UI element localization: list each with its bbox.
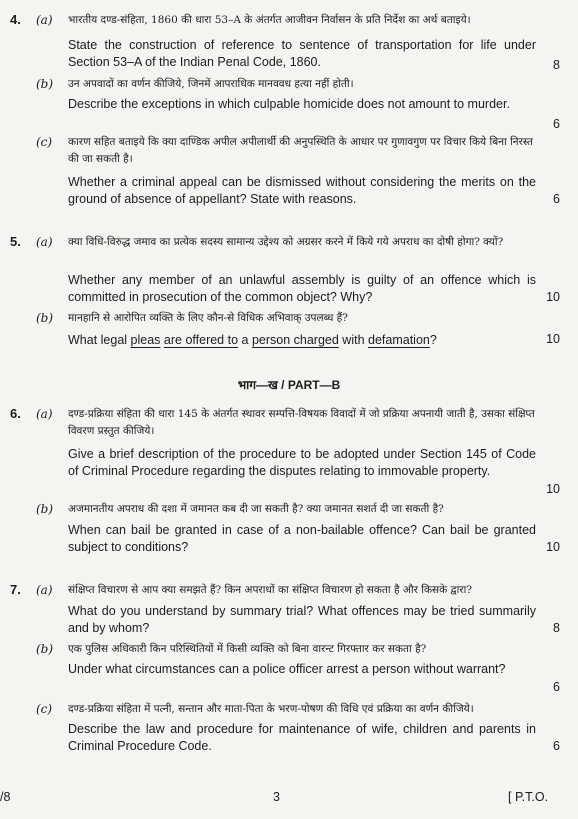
question-english: Give a brief description of the procedure to be adopted under Section 145 of Code of Criminal Procedure regarding the disputes relating to immovable property. (68, 447, 536, 478)
underlined-text: are offered to (163, 333, 239, 347)
part-heading: भाग—ख / PART—B (237, 378, 341, 392)
marks: 6 (553, 192, 560, 206)
marks: 10 (546, 332, 560, 346)
text-run: a (238, 333, 252, 347)
text-run: with (338, 333, 369, 347)
question-english (68, 332, 536, 349)
pto-label: [ P.T.O. (508, 790, 549, 804)
part-label: (a) (36, 407, 53, 421)
part-label: (b) (36, 311, 54, 325)
marks: 10 (546, 482, 560, 496)
question-number: 6. (10, 406, 21, 421)
text-run: What legal (68, 333, 131, 347)
question-english: State the construction of reference to sentence of transportation for life under Section 53–A of the Indian Penal Code, 1860. (68, 38, 536, 69)
marks: 8 (553, 621, 560, 635)
question-english: Describe the exceptions in which culpable homicide does not amount to murder. (68, 97, 510, 111)
part-label: (a) (36, 583, 53, 597)
question-english: Under what circumstances can a police officer arrest a person without warrant? (68, 662, 506, 676)
part-label: (b) (36, 77, 54, 91)
question-number: 5. (10, 234, 21, 249)
question-number: 4. (10, 12, 21, 27)
question-hindi: मानहानि से आरोपित व्यक्ति के लिए कौन-से विधिक अभिवाक् उपलब्ध हैं? (68, 312, 348, 324)
question-hindi: कारण सहित बताइये कि क्या दाण्डिक अपील अपीलार्थी की अनुपस्थिति के आधार पर गुणावगुण पर विचार किये बिना निरस्त की जा सकती है। (68, 136, 533, 165)
underlined-text: pleas (130, 333, 161, 347)
question-hindi: संक्षिप्त विचारण से आप क्या समझते हैं? किन अपराधों का संक्षिप्त विचारण हो सकता है और किसके द्वारा? (68, 584, 472, 596)
question-english: When can bail be granted in case of a non-bailable offence? Can bail be granted subject to conditions? (68, 523, 536, 554)
marks: 10 (546, 290, 560, 304)
question-hindi: दण्ड-प्रक्रिया संहिता की धारा 145 के अंतर्गत स्थावर सम्पत्ति-विषयक विवादों में जो प्रक्रिया अपनायी जाती है, उसका संक्षिप्त विवरण प्रस्तुत कीजिये। (68, 408, 535, 437)
marks: 8 (553, 58, 560, 72)
underlined-text: defamation (368, 333, 430, 347)
part-label: (b) (36, 642, 54, 656)
part-label: (c) (36, 702, 53, 716)
question-hindi: एक पुलिस अधिकारी किन परिस्थितियों में किसी व्यक्ति को बिना वारन्ट गिरफ्तार कर सकता है? (68, 643, 427, 655)
question-hindi: क्या विधि-विरुद्ध जमाव का प्रत्येक सदस्य सामान्य उद्देश्य को अग्रसर करने में किये गये अपराध का दोषी होगा? क्यों? (68, 236, 504, 248)
question-english: Whether a criminal appeal can be dismissed without considering the merits on the ground of absence of appellant? State with reasons. (68, 175, 536, 206)
part-label: (b) (36, 502, 54, 516)
question-english: Whether any member of an unlawful assembly is guilty of an offence which is committed in prosecution of the common object? Why? (68, 273, 536, 304)
marks: 6 (553, 680, 560, 694)
underlined-text: person charged (251, 333, 339, 347)
marks: 10 (546, 540, 560, 554)
marks: 6 (553, 739, 560, 753)
question-number: 7. (10, 582, 21, 597)
page-number: 3 (273, 790, 280, 804)
part-label: (a) (36, 235, 53, 249)
question-hindi: उन अपवादों का वर्णन कीजिये, जिनमें आपराधिक मानववध हत्या नहीं होती। (68, 78, 354, 90)
question-english: Describe the law and procedure for maintenance of wife, children and parents in Criminal Procedure Code. (68, 722, 536, 753)
question-hindi: भारतीय दण्ड-संहिता, 1860 की धारा 53–A के अंतर्गत आजीवन निर्वासन के प्रति निर्देश का अर्थ बताइये। (68, 14, 471, 26)
text-run: ? (429, 333, 437, 347)
marks: 6 (553, 117, 560, 131)
question-hindi: दण्ड-प्रक्रिया संहिता में पत्नी, सन्तान और माता-पिता के भरण-पोषण की विधि एवं प्रक्रिया का वर्णन कीजिये। (68, 703, 474, 715)
question-english: What do you understand by summary trial? What offences may be tried summarily and by whom? (68, 604, 536, 635)
part-label: (c) (36, 135, 53, 149)
footer-code: /8 (0, 790, 11, 804)
question-hindi: अजमानतीय अपराध की दशा में जमानत कब दी जा सकती है? क्या जमानत सशर्त दी जा सकती है? (68, 503, 444, 515)
part-label: (a) (36, 13, 53, 27)
